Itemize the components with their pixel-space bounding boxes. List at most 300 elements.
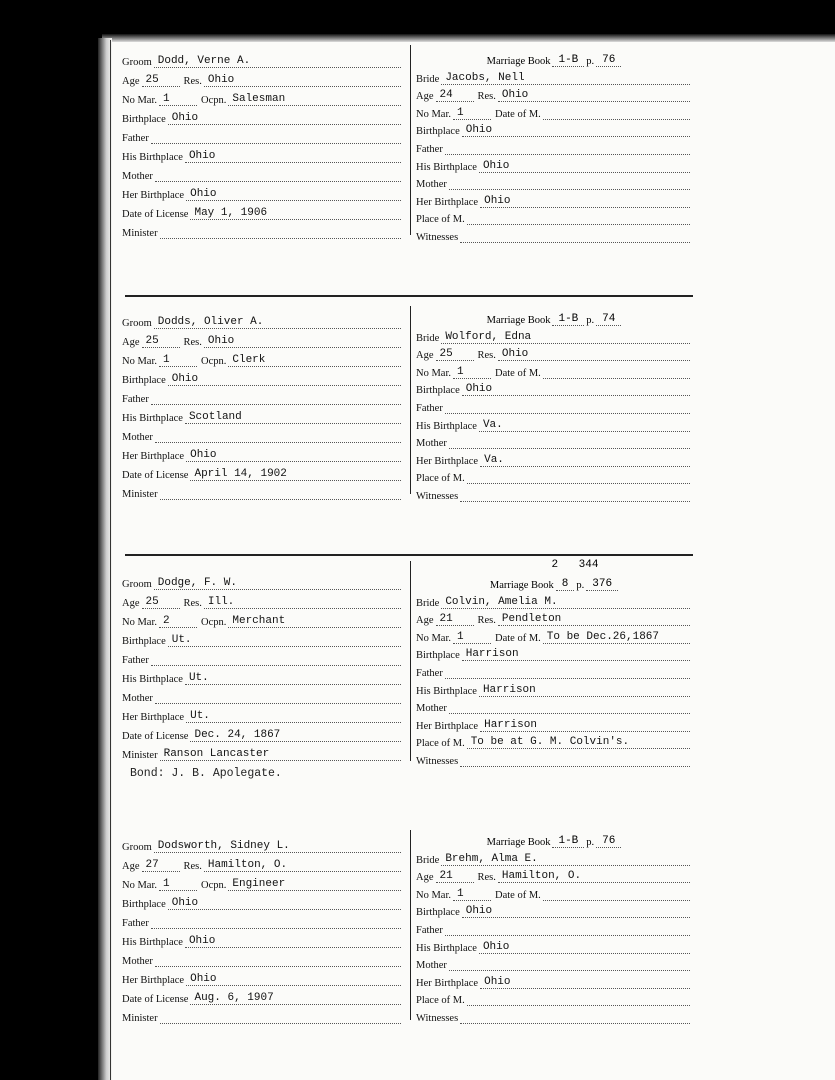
groom-age-value: 27 — [142, 859, 180, 872]
bride-mother-row — [416, 173, 694, 191]
bride-birthplace-value: Ohio — [462, 124, 690, 137]
bride-mother-birthplace-row — [416, 449, 694, 467]
groom-birthplace-field — [122, 373, 405, 386]
bride-mother-birthplace-field — [416, 976, 694, 989]
groom-birthplace-label: Birthplace — [122, 636, 166, 647]
witnesses-row — [416, 1006, 694, 1024]
page-value: 76 — [596, 54, 621, 67]
groom-occupation-label: Ocpn. — [201, 617, 227, 628]
groom-father-value — [151, 404, 401, 405]
page-label: p. — [586, 837, 595, 848]
marriage-book-label: Marriage Book — [486, 837, 551, 848]
groom-residence-field — [184, 859, 406, 872]
bride-number-of-marriages-field — [416, 366, 495, 379]
groom-mother-birthplace-field — [122, 188, 405, 201]
bride-age-res-row — [416, 344, 694, 362]
bride-name-field — [416, 72, 694, 85]
groom-number-of-marriages-field — [122, 354, 201, 367]
marriage-book-header — [416, 830, 694, 848]
minister-label: Minister — [122, 1013, 158, 1024]
groom-birthplace-row — [122, 367, 405, 386]
page-value: 76 — [596, 835, 621, 848]
bride-birthplace-label: Birthplace — [416, 650, 460, 662]
bride-father-birthplace-row — [416, 155, 694, 173]
groom-age-label: Age — [122, 861, 140, 872]
bride-age-value: 21 — [436, 870, 474, 883]
groom-mother-birthplace-row — [122, 704, 405, 723]
bride-number-of-marriages-value: 1 — [453, 631, 491, 644]
bride-number-of-marriages-label: No Mar. — [416, 108, 451, 120]
groom-father-label: Father — [122, 918, 149, 929]
marriage-book-label: Marriage Book — [486, 56, 551, 67]
groom-number-of-marriages-label: No Mar. — [122, 356, 157, 367]
date-of-marriage-field — [495, 890, 694, 901]
bride-name-label: Bride — [416, 597, 440, 609]
bride-father-row — [416, 137, 694, 155]
groom-residence-label: Res. — [183, 861, 202, 872]
witnesses-field — [416, 756, 694, 767]
groom-mother-label: Mother — [122, 171, 153, 182]
bride-birthplace-field — [416, 124, 694, 137]
date-of-marriage-value — [543, 378, 690, 379]
bride-father-birthplace-value: Ohio — [479, 941, 690, 954]
bride-row — [416, 326, 694, 344]
marriage-book-value: 1-B — [552, 54, 584, 67]
date-of-license-row — [122, 462, 405, 481]
groom-birthplace-value: Ohio — [168, 112, 401, 125]
bride-residence-value: Ohio — [498, 348, 690, 361]
place-of-marriage-value — [467, 483, 690, 484]
bride-birthplace-value: Ohio — [462, 383, 690, 396]
groom-occupation-value: Engineer — [228, 878, 401, 891]
bride-father-birthplace-value: Ohio — [479, 160, 690, 173]
groom-birthplace-row — [122, 106, 405, 125]
groom-father-birthplace-value: Scotland — [185, 411, 401, 424]
groom-name-field — [122, 577, 405, 590]
groom-mother-value — [155, 442, 401, 443]
groom-name-label: Groom — [122, 579, 152, 590]
bride-mother-label: Mother — [416, 438, 447, 450]
bride-father-birthplace-field — [416, 160, 694, 173]
groom-age-label: Age — [122, 598, 140, 609]
bride-name-label: Bride — [416, 332, 440, 344]
groom-father-birthplace-row — [122, 666, 405, 685]
groom-mother-birthplace-row — [122, 967, 405, 986]
groom-name-label: Groom — [122, 842, 152, 853]
minister-row — [122, 220, 405, 239]
date-of-marriage-label: Date of M. — [495, 367, 541, 379]
groom-name-field — [122, 840, 405, 853]
witnesses-row — [416, 225, 694, 243]
bride-father-birthplace-label: His Birthplace — [416, 942, 477, 954]
bride-father-value — [445, 678, 690, 679]
groom-age-value: 25 — [142, 335, 180, 348]
column-divider — [410, 561, 411, 761]
groom-mother-birthplace-field — [122, 710, 405, 723]
witnesses-value — [460, 242, 690, 243]
bride-birthplace-row — [416, 901, 694, 919]
bride-residence-field — [478, 613, 695, 626]
groom-number-of-marriages-field — [122, 878, 201, 891]
minister-value — [160, 499, 401, 500]
column-divider — [410, 306, 411, 494]
scan-edge-top — [102, 34, 835, 42]
groom-mother-birthplace-label: Her Birthplace — [122, 712, 185, 723]
bride-mother-birthplace-field — [416, 454, 694, 467]
date-of-license-value: Aug. 6, 1907 — [190, 992, 401, 1005]
marriage-book-value: 8 — [556, 578, 575, 591]
groom-mar-ocpn-row — [122, 609, 405, 628]
witnesses-row — [416, 484, 694, 502]
bride-father-value — [445, 413, 690, 414]
groom-father-birthplace-label: His Birthplace — [122, 413, 183, 424]
bride-column — [416, 49, 694, 243]
groom-birthplace-field — [122, 112, 405, 125]
groom-name-field — [122, 55, 405, 68]
groom-row — [122, 834, 405, 853]
groom-father-label: Father — [122, 394, 149, 405]
minister-value: Ranson Lancaster — [160, 748, 401, 761]
bride-number-of-marriages-value: 1 — [453, 366, 491, 379]
place-of-marriage-row — [416, 989, 694, 1007]
groom-birthplace-label: Birthplace — [122, 375, 166, 386]
groom-occupation-label: Ocpn. — [201, 95, 227, 106]
date-of-license-label: Date of License — [122, 731, 189, 742]
bride-mother-row — [416, 697, 694, 715]
column-divider — [410, 830, 411, 1020]
bride-mother-value — [449, 448, 690, 449]
groom-name-field — [122, 316, 405, 329]
groom-mother-label: Mother — [122, 956, 153, 967]
bride-number-of-marriages-value: 1 — [453, 107, 491, 120]
groom-mother-row — [122, 163, 405, 182]
groom-father-birthplace-label: His Birthplace — [122, 152, 183, 163]
bride-mother-birthplace-label: Her Birthplace — [416, 977, 479, 989]
groom-father-birthplace-value: Ut. — [185, 672, 401, 685]
bride-father-field — [416, 403, 694, 414]
bride-residence-label: Res. — [477, 91, 496, 103]
groom-mother-birthplace-value: Ohio — [186, 973, 401, 986]
groom-residence-field — [184, 596, 406, 609]
bride-mother-value — [449, 189, 690, 190]
bride-father-value — [445, 154, 690, 155]
date-of-license-value: Dec. 24, 1867 — [190, 729, 401, 742]
bride-residence-label: Res. — [477, 350, 496, 362]
bride-birthplace-row — [416, 644, 694, 662]
groom-residence-value: Ohio — [204, 74, 401, 87]
bride-number-of-marriages-field — [416, 107, 495, 120]
groom-mother-birthplace-label: Her Birthplace — [122, 975, 185, 986]
bride-age-field — [416, 870, 478, 883]
groom-residence-value: Ill. — [204, 596, 401, 609]
groom-mother-label: Mother — [122, 693, 153, 704]
date-of-license-value: April 14, 1902 — [190, 468, 401, 481]
date-of-license-field — [122, 992, 405, 1005]
groom-father-row — [122, 910, 405, 929]
witnesses-value — [460, 766, 690, 767]
groom-occupation-value: Clerk — [228, 354, 401, 367]
groom-residence-field — [184, 335, 406, 348]
book-annotation: 2 344 — [551, 559, 599, 571]
groom-mother-birthplace-label: Her Birthplace — [122, 451, 185, 462]
bride-residence-value: Pendleton — [498, 613, 690, 626]
witnesses-value — [460, 501, 690, 502]
place-of-marriage-value — [467, 1005, 690, 1006]
bride-name-value: Jacobs, Nell — [441, 72, 690, 85]
date-of-license-row — [122, 986, 405, 1005]
bride-mother-birthplace-field — [416, 719, 694, 732]
date-of-marriage-label: Date of M. — [495, 632, 541, 644]
bride-mother-row — [416, 954, 694, 972]
groom-age-res-row — [122, 68, 405, 87]
date-of-marriage-label: Date of M. — [495, 889, 541, 901]
groom-occupation-field — [201, 93, 405, 106]
minister-row — [122, 481, 405, 500]
groom-residence-label: Res. — [183, 598, 202, 609]
groom-mar-ocpn-row — [122, 87, 405, 106]
place-of-marriage-label: Place of M. — [416, 473, 465, 485]
bride-name-value: Wolford, Edna — [441, 331, 690, 344]
bride-father-birthplace-row — [416, 679, 694, 697]
date-of-license-row — [122, 201, 405, 220]
bride-father-birthplace-field — [416, 684, 694, 697]
bride-father-birthplace-field — [416, 941, 694, 954]
bride-mother-label: Mother — [416, 960, 447, 972]
bride-residence-label: Res. — [477, 872, 496, 884]
groom-age-res-row — [122, 329, 405, 348]
bride-father-birthplace-value: Va. — [479, 419, 690, 432]
record-separator — [125, 295, 693, 297]
bride-mother-value — [449, 713, 690, 714]
bride-age-res-row — [416, 866, 694, 884]
bride-residence-value: Hamilton, O. — [498, 870, 690, 883]
bride-column — [416, 830, 694, 1024]
groom-name-label: Groom — [122, 57, 152, 68]
groom-father-field — [122, 918, 405, 929]
place-of-marriage-value — [467, 224, 690, 225]
date-of-license-field — [122, 207, 405, 220]
groom-father-row — [122, 125, 405, 144]
bride-birthplace-row — [416, 379, 694, 397]
bride-father-birthplace-label: His Birthplace — [416, 161, 477, 173]
date-of-license-row — [122, 723, 405, 742]
bride-father-row — [416, 661, 694, 679]
record-separator — [125, 554, 693, 556]
bride-father-birthplace-field — [416, 419, 694, 432]
groom-age-label: Age — [122, 76, 140, 87]
place-of-marriage-field — [416, 214, 694, 225]
bride-row — [416, 67, 694, 85]
groom-occupation-label: Ocpn. — [201, 880, 227, 891]
bride-birthplace-row — [416, 120, 694, 138]
groom-birthplace-value: Ohio — [168, 373, 401, 386]
groom-mother-field — [122, 432, 405, 443]
groom-father-row — [122, 386, 405, 405]
place-of-marriage-field — [416, 473, 694, 484]
minister-label: Minister — [122, 228, 158, 239]
bride-number-of-marriages-label: No Mar. — [416, 632, 451, 644]
bride-age-field — [416, 348, 478, 361]
groom-mother-value — [155, 966, 401, 967]
groom-number-of-marriages-label: No Mar. — [122, 617, 157, 628]
groom-residence-label: Res. — [183, 337, 202, 348]
groom-mother-field — [122, 171, 405, 182]
groom-mother-label: Mother — [122, 432, 153, 443]
page-value: 376 — [586, 578, 618, 591]
groom-mother-birthplace-row — [122, 182, 405, 201]
bride-mother-birthplace-value: Harrison — [480, 719, 690, 732]
bride-father-row — [416, 396, 694, 414]
groom-father-value — [151, 665, 401, 666]
groom-occupation-field — [201, 615, 405, 628]
page-label: p. — [586, 56, 595, 67]
bride-birthplace-label: Birthplace — [416, 126, 460, 138]
bride-mother-field — [416, 960, 694, 971]
bride-mother-birthplace-label: Her Birthplace — [416, 455, 479, 467]
bride-mother-value — [449, 970, 690, 971]
bride-birthplace-field — [416, 383, 694, 396]
page-label: p. — [586, 315, 595, 326]
bride-birthplace-field — [416, 905, 694, 918]
groom-father-birthplace-label: His Birthplace — [122, 674, 183, 685]
bride-birthplace-label: Birthplace — [416, 907, 460, 919]
bride-row — [416, 591, 694, 609]
groom-age-field — [122, 859, 184, 872]
bride-birthplace-field — [416, 648, 694, 661]
groom-residence-label: Res. — [183, 76, 202, 87]
groom-father-field — [122, 133, 405, 144]
marriage-book-label: Marriage Book — [489, 580, 554, 591]
bride-name-label: Bride — [416, 854, 440, 866]
groom-number-of-marriages-field — [122, 615, 201, 628]
bride-birthplace-label: Birthplace — [416, 385, 460, 397]
groom-father-field — [122, 394, 405, 405]
groom-father-birthplace-label: His Birthplace — [122, 937, 183, 948]
witnesses-label: Witnesses — [416, 231, 459, 243]
groom-column — [122, 571, 405, 761]
bride-mother-birthplace-value: Va. — [480, 454, 690, 467]
minister-value — [160, 238, 401, 239]
bride-mother-birthplace-field — [416, 195, 694, 208]
bride-mar-date-row — [416, 883, 694, 901]
groom-number-of-marriages-label: No Mar. — [122, 95, 157, 106]
groom-father-label: Father — [122, 655, 149, 666]
bride-age-field — [416, 89, 478, 102]
bride-age-value: 21 — [436, 613, 474, 626]
bride-father-field — [416, 668, 694, 679]
bride-residence-field — [478, 348, 695, 361]
groom-father-value — [151, 928, 401, 929]
page-label: p. — [576, 580, 585, 591]
date-of-license-label: Date of License — [122, 470, 189, 481]
bride-father-field — [416, 925, 694, 936]
groom-number-of-marriages-value: 1 — [159, 878, 197, 891]
bride-age-label: Age — [416, 91, 434, 103]
date-of-marriage-value — [543, 900, 690, 901]
groom-father-birthplace-row — [122, 405, 405, 424]
bride-mar-date-row — [416, 102, 694, 120]
groom-name-label: Groom — [122, 318, 152, 329]
groom-mother-field — [122, 693, 405, 704]
witnesses-label: Witnesses — [416, 1012, 459, 1024]
bride-father-row — [416, 918, 694, 936]
bride-age-field — [416, 613, 478, 626]
date-of-marriage-field — [495, 368, 694, 379]
groom-number-of-marriages-value: 2 — [159, 615, 197, 628]
bride-name-label: Bride — [416, 73, 440, 85]
bride-father-birthplace-row — [416, 414, 694, 432]
minister-field — [122, 1013, 405, 1024]
groom-number-of-marriages-value: 1 — [159, 354, 197, 367]
column-divider — [410, 45, 411, 235]
bride-mother-birthplace-row — [416, 971, 694, 989]
page-value: 74 — [596, 313, 621, 326]
witnesses-field — [416, 491, 694, 502]
bride-father-label: Father — [416, 402, 443, 414]
groom-name-value: Dodge, F. W. — [154, 577, 401, 590]
witnesses-value — [460, 1023, 690, 1024]
minister-value — [160, 1023, 401, 1024]
bride-father-field — [416, 144, 694, 155]
groom-occupation-field — [201, 354, 405, 367]
witnesses-label: Witnesses — [416, 755, 459, 767]
bride-mar-date-row — [416, 626, 694, 644]
bride-father-value — [445, 935, 690, 936]
bride-row — [416, 848, 694, 866]
bride-column — [416, 308, 694, 502]
witnesses-field — [416, 232, 694, 243]
date-of-marriage-value — [543, 119, 690, 120]
groom-number-of-marriages-field — [122, 93, 201, 106]
bride-mother-birthplace-value: Ohio — [480, 976, 690, 989]
bride-name-field — [416, 596, 694, 609]
bride-father-birthplace-label: His Birthplace — [416, 420, 477, 432]
groom-age-label: Age — [122, 337, 140, 348]
groom-row — [122, 49, 405, 68]
groom-age-field — [122, 335, 184, 348]
bride-birthplace-value: Ohio — [462, 905, 690, 918]
bride-father-label: Father — [416, 143, 443, 155]
groom-age-value: 25 — [142, 596, 180, 609]
bride-name-field — [416, 853, 694, 866]
date-of-marriage-label: Date of M. — [495, 108, 541, 120]
bride-mother-row — [416, 432, 694, 450]
groom-number-of-marriages-value: 1 — [159, 93, 197, 106]
minister-field — [122, 748, 405, 761]
groom-mother-birthplace-label: Her Birthplace — [122, 190, 185, 201]
groom-father-birthplace-field — [122, 935, 405, 948]
bride-father-birthplace-row — [416, 936, 694, 954]
date-of-license-label: Date of License — [122, 209, 189, 220]
groom-mar-ocpn-row — [122, 348, 405, 367]
bride-father-label: Father — [416, 924, 443, 936]
groom-mother-birthplace-field — [122, 449, 405, 462]
groom-birthplace-field — [122, 634, 405, 647]
groom-residence-value: Hamilton, O. — [204, 859, 401, 872]
groom-mother-field — [122, 956, 405, 967]
date-of-license-field — [122, 468, 405, 481]
groom-mother-row — [122, 685, 405, 704]
bride-age-res-row — [416, 609, 694, 627]
bride-number-of-marriages-field — [416, 631, 495, 644]
bride-mother-field — [416, 438, 694, 449]
groom-birthplace-label: Birthplace — [122, 899, 166, 910]
bride-column — [416, 559, 694, 767]
groom-name-value: Dodd, Verne A. — [154, 55, 401, 68]
marriage-book-value: 1-B — [552, 835, 584, 848]
place-of-marriage-field — [416, 995, 694, 1006]
witnesses-field — [416, 1013, 694, 1024]
